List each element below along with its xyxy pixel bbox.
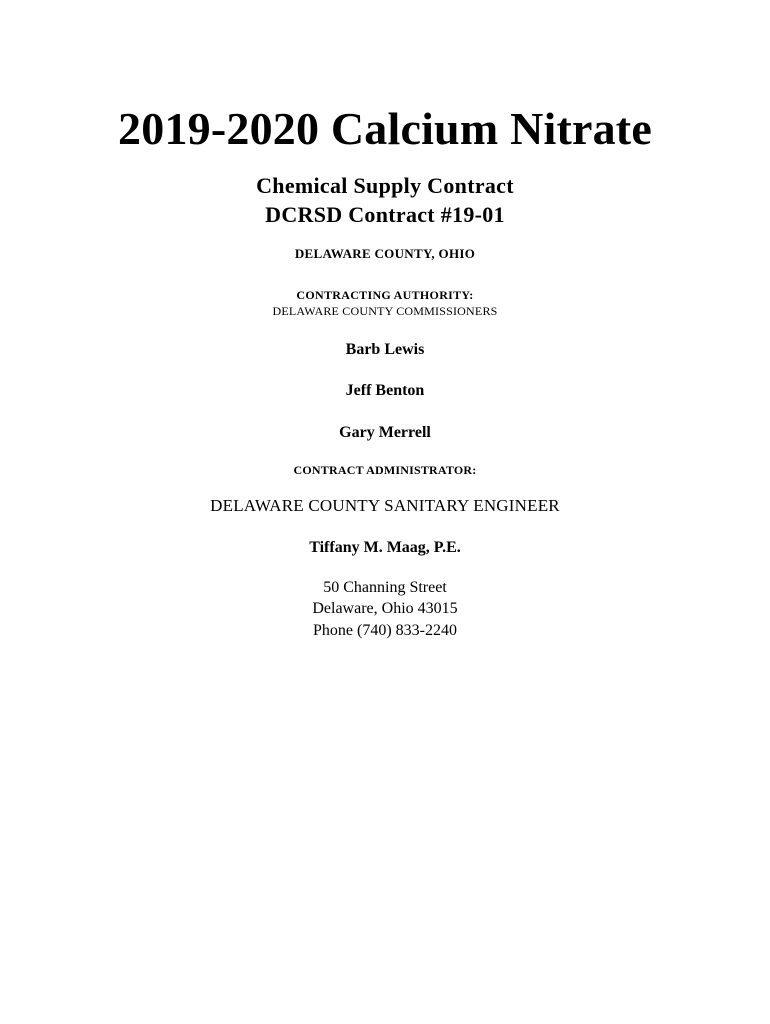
address-city: Delaware, Ohio 43015 bbox=[312, 600, 458, 617]
document-subtitle: Chemical Supply Contract bbox=[256, 173, 514, 198]
address-phone: Phone (740) 833-2240 bbox=[313, 622, 457, 639]
contracting-authority-label: CONTRACTING AUTHORITY: bbox=[296, 288, 474, 302]
document-title: 2019-2020 Calcium Nitrate bbox=[118, 103, 652, 154]
commissioner-name: Barb Lewis bbox=[345, 341, 425, 358]
commissioner-name: Jeff Benton bbox=[345, 382, 425, 399]
county-name: DELAWARE COUNTY, OHIO bbox=[294, 246, 476, 261]
engineer-name: Tiffany M. Maag, P.E. bbox=[309, 539, 461, 556]
address-street: 50 Channing Street bbox=[323, 579, 447, 596]
contracting-authority: DELAWARE COUNTY COMMISSIONERS bbox=[272, 304, 498, 318]
contract-administrator-label: CONTRACT ADMINISTRATOR: bbox=[293, 463, 477, 477]
commissioner-name: Gary Merrell bbox=[339, 424, 431, 441]
contract-number: DCRSD Contract #19-01 bbox=[265, 202, 505, 227]
contract-administrator: DELAWARE COUNTY SANITARY ENGINEER bbox=[210, 496, 560, 515]
